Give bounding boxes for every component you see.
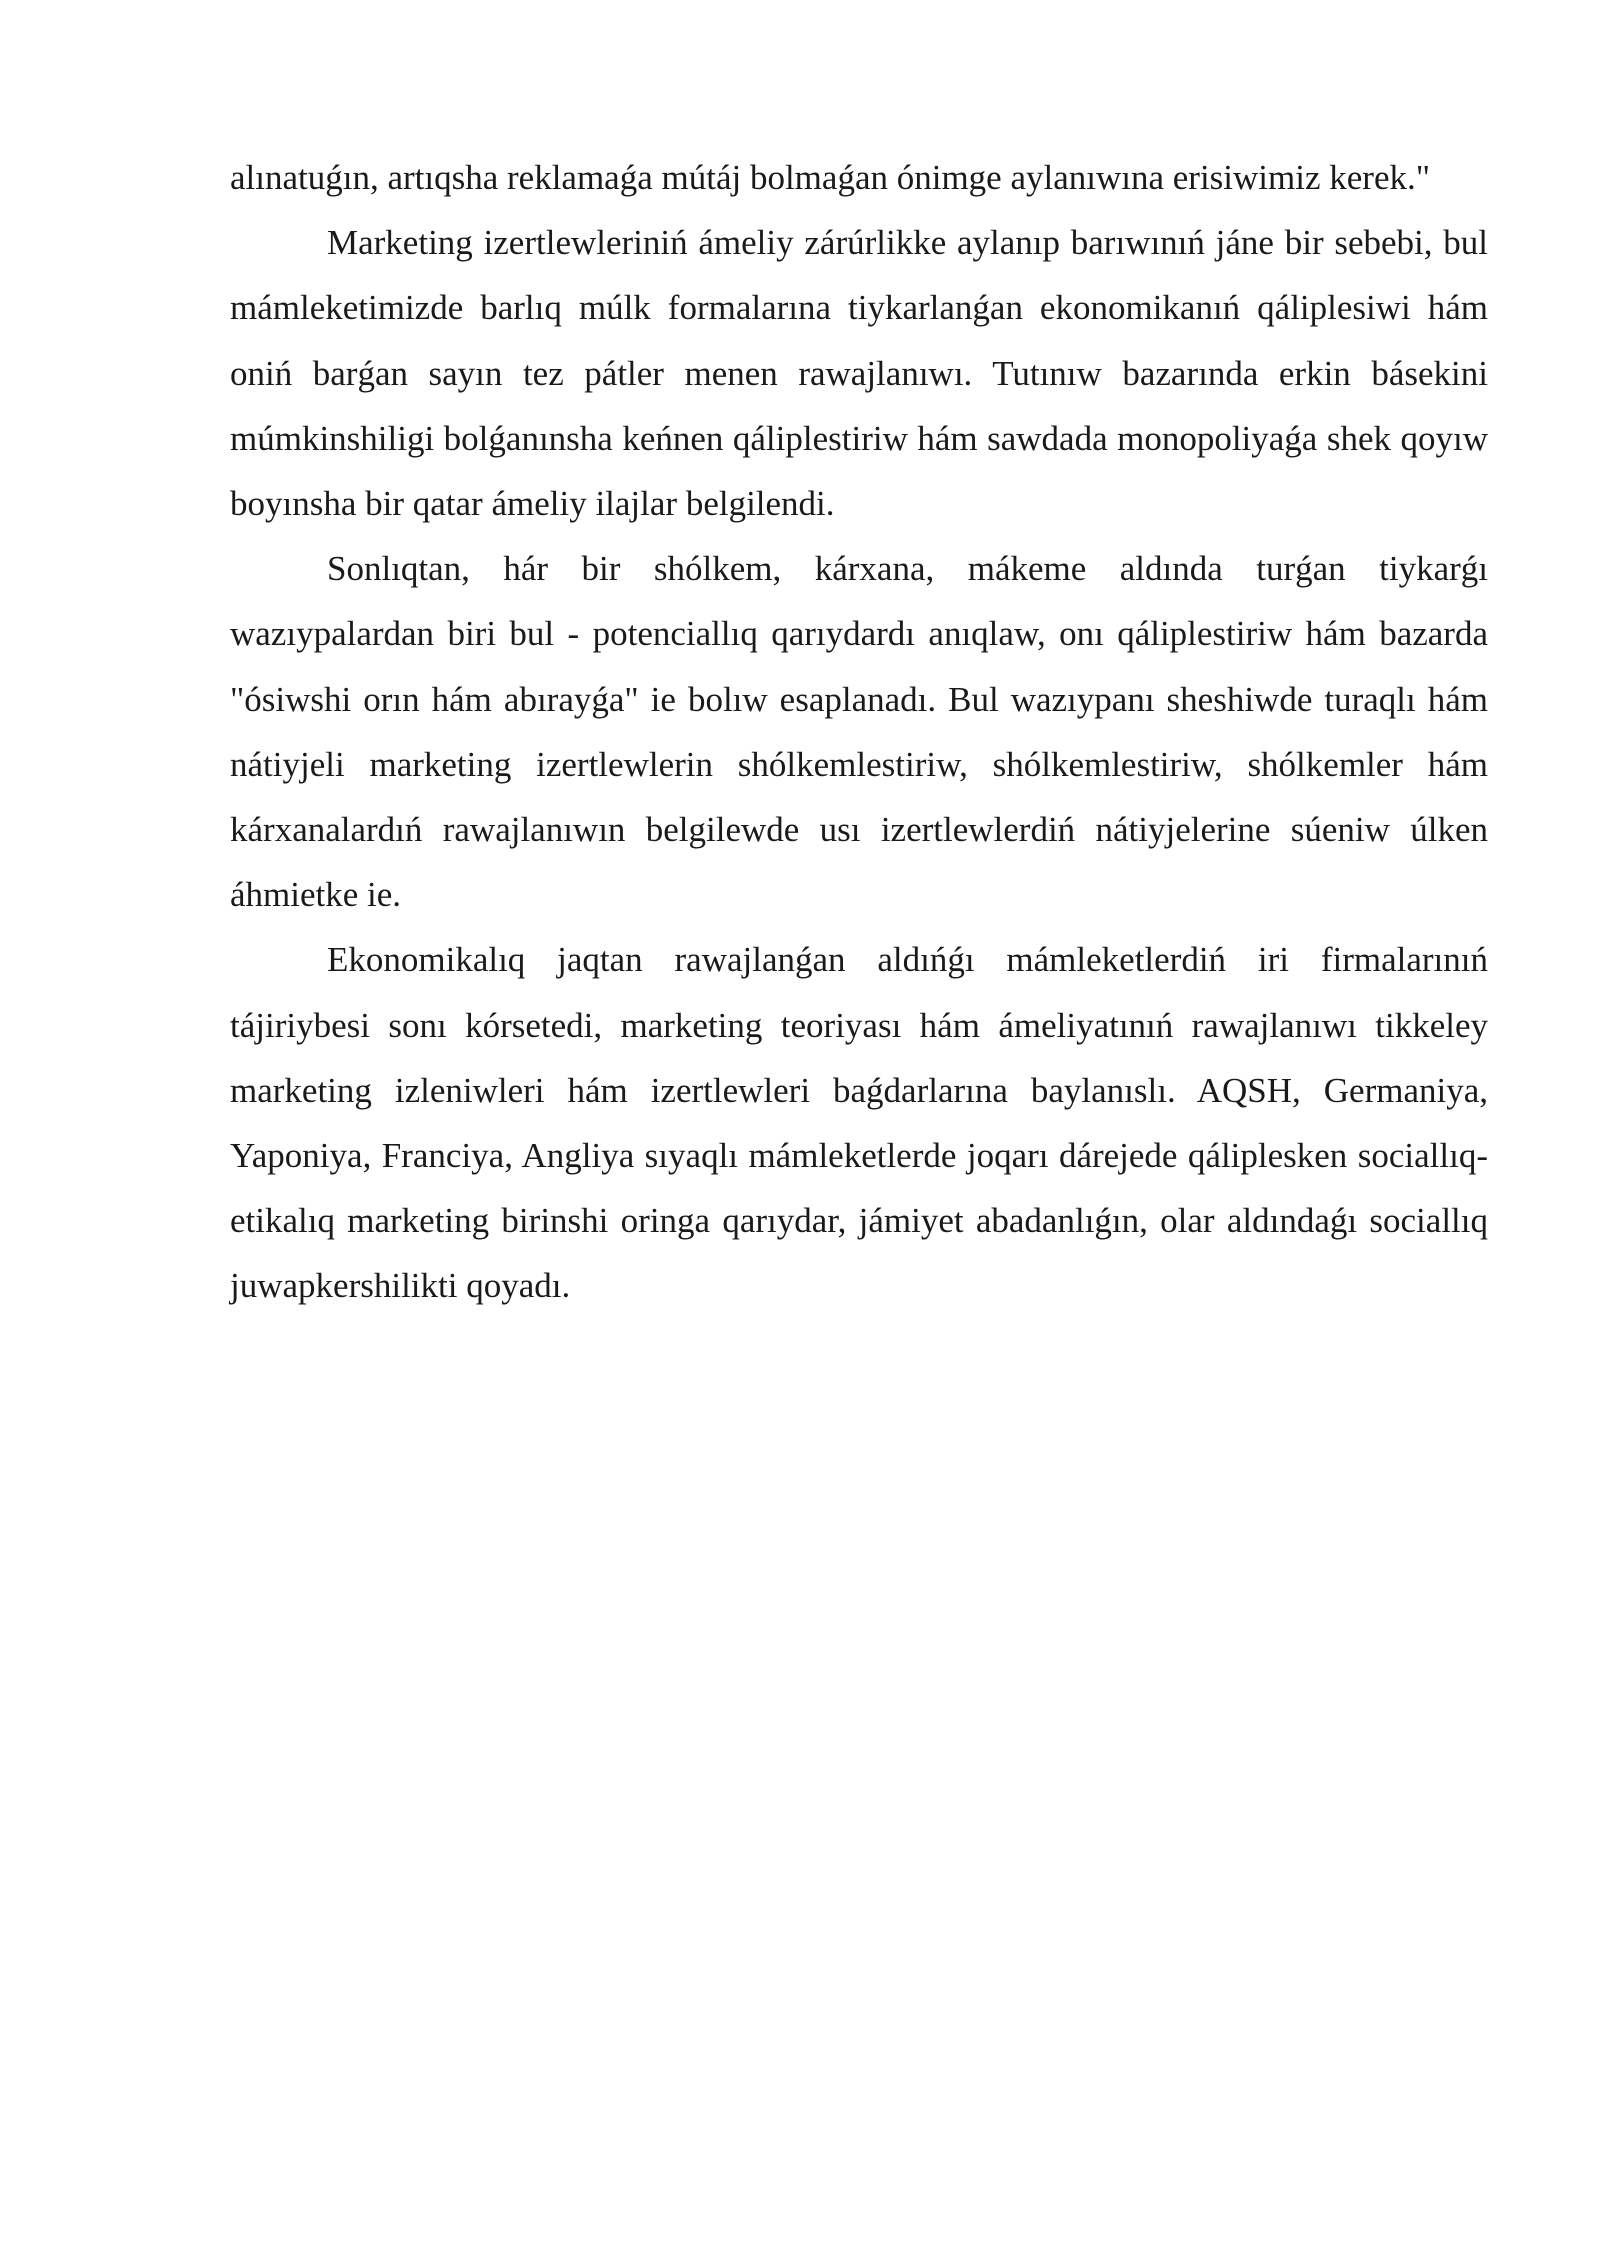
paragraph-organization-tasks: Sonlıqtan, hár bir shólkem, kárxana, mákeme aldında turǵan tiykarǵı wazıypalardan biri bul - potenciallıq qarıydardı anıqlaw, onı qáliplestiriw hám bazarda "ósiwshi orın hám abırayǵa" ie bolıw esaplanadı. Bul wazıypanı sheshiwde turaqlı hám nátiyjeli marketing izertlewlerin shólkemlestiriw, shólkemlestiriw, shólkemler hám kárxanalardıń rawajlanıwın belgilewde usı izertlewlerdiń nátiyjelerine súeniw úlken áhmietke ie. bbox=[230, 549, 1488, 915]
paragraph-continuation: alınatuǵın, artıqsha reklamaǵa mútáj bolmaǵan ónimge aylanıwına erisiwimiz kerek." bbox=[230, 158, 1431, 197]
paragraph-marketing-research-reason: Marketing izertlewleriniń ámeliy zárúrlikke aylanıp barıwınıń jáne bir sebebi, bul mámleketimizde barlıq múlk formalarına tiykarlanǵan ekonomikanıń qáliplesiwi hám oniń barǵan sayın tez pátler menen rawajlanıwı. Tutınıw bazarında erkin básekini múmkinshiligi bolǵanınsha keńnen qáliplestiriw hám sawdada monopoliyaǵa shek qoyıw boyınsha bir qatar ámeliy ilajlar belgilendi. bbox=[230, 223, 1488, 524]
document-body bbox=[230, 145, 1488, 1319]
paragraph-developed-countries: Ekonomikalıq jaqtan rawajlanǵan aldıńǵı mámleketlerdiń iri firmalarınıń tájiriybesi sonı kórsetedi, marketing teoriyası hám ámeliyatınıń rawajlanıwı tikkeley marketing izleniwleri hám izertlewleri baǵdarlarına baylanıslı. AQSH, Germaniya, Yaponiya, Franciya, Angliya sıyaqlı mámleketlerde joqarı dárejede qáliplesken sociallıq-etikalıq marketing birinshi oringa qarıydar, jámiyet abadanlıǵın, olar aldındaǵı sociallıq juwapkershilikti qoyadı. bbox=[230, 940, 1488, 1306]
